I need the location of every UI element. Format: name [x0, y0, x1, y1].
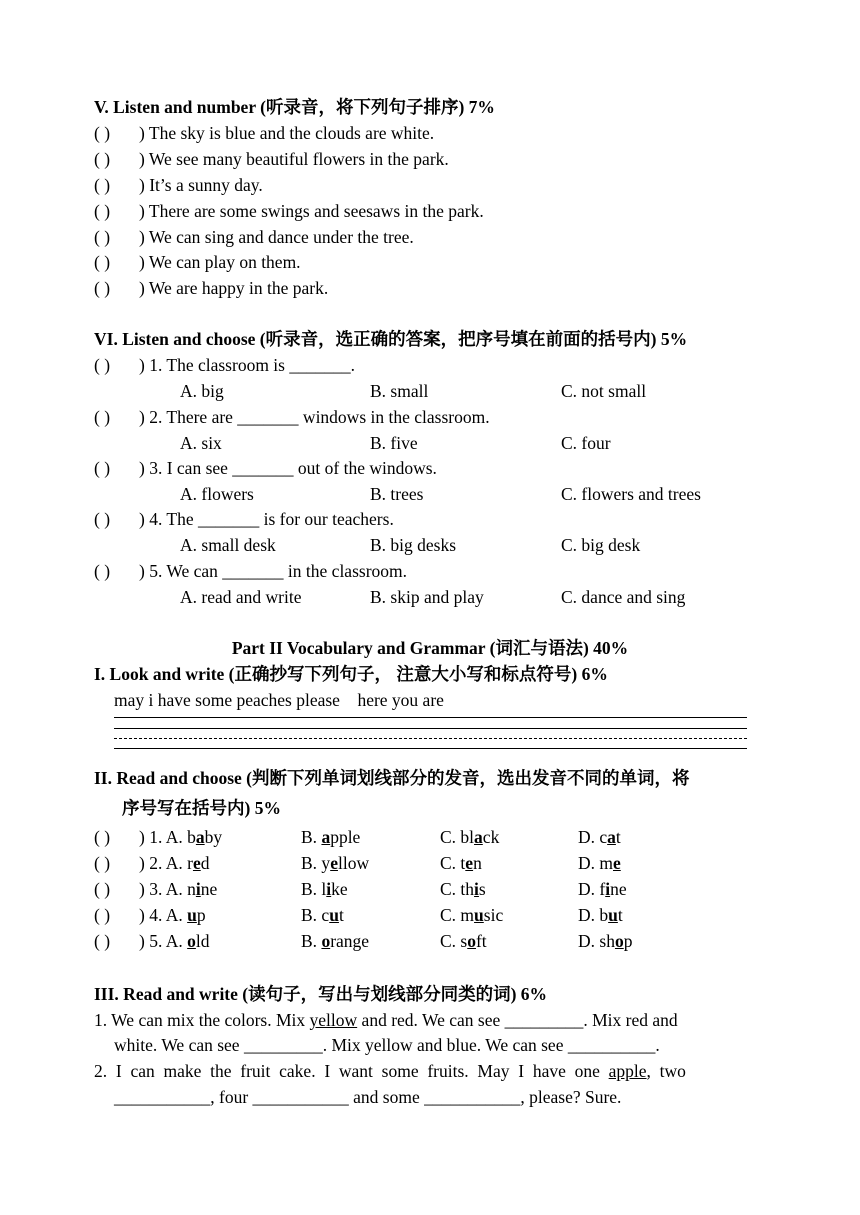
word-part: B. l: [301, 879, 327, 899]
word-part: B. y: [301, 853, 331, 873]
word-part: C. th: [440, 879, 475, 899]
sentence-text: We are happy in the park.: [148, 278, 329, 298]
underlined-letter: a: [474, 827, 483, 847]
word-option: [139, 904, 206, 926]
answer-paren[interactable]: ( ): [94, 201, 111, 221]
word-option: [440, 852, 482, 874]
underlined-letter: a: [607, 827, 616, 847]
word-part: B. c: [301, 905, 330, 925]
word-option: [440, 930, 487, 952]
answer-paren[interactable]: ( ): [94, 123, 111, 143]
question-stem: 4. The _______ is for our teachers.: [149, 509, 394, 529]
underlined-letter: e: [465, 853, 474, 873]
word-part: ld: [195, 931, 210, 951]
underlined-letter: i: [326, 879, 332, 899]
sentence-text: We can play on them.: [148, 252, 301, 272]
word-part: by: [204, 827, 223, 847]
word-part: 3. A. n: [149, 879, 196, 899]
question-text: ) 3. I can see _______ out of the windows.: [139, 458, 437, 478]
answer-paren[interactable]: ( ): [94, 175, 111, 195]
word-part: ne: [610, 879, 627, 899]
part-ii-title: Part II Vocabulary and Grammar (词汇与语法) 40%: [231, 638, 629, 658]
word-part: B.: [301, 931, 322, 951]
section-ii-title-cont: 序号写在括号内) 5%: [122, 798, 281, 818]
list-item: ) We can play on them.: [139, 252, 301, 272]
word-part: C. s: [440, 931, 468, 951]
list-item: ) We are happy in the park.: [139, 278, 329, 298]
section-i-title: I. Look and write (正确抄写下列句子， 注意大小写和标点符号) 6%: [94, 664, 608, 684]
answer-paren[interactable]: ( ): [94, 905, 111, 925]
word-part: sic: [483, 905, 504, 925]
word-part: llow: [337, 853, 370, 873]
word-part: t: [617, 905, 623, 925]
underlined-letter: o: [467, 931, 476, 951]
answer-paren[interactable]: ( ): [94, 879, 111, 899]
underlined-word: apple: [608, 1061, 647, 1081]
writing-line: [114, 728, 747, 729]
word-option: [139, 930, 210, 952]
word-option: [139, 878, 217, 900]
word-part: D. c: [578, 827, 608, 847]
section-ii-title: II. Read and choose (判断下列单词划线部分的发音，选出发音不同的单词，将: [94, 768, 690, 788]
word-option: [440, 904, 503, 926]
underlined-letter: u: [187, 905, 197, 925]
option-b: B. big desks: [370, 535, 457, 555]
word-part: 1. A. b: [149, 827, 196, 847]
paren-close: ): [139, 931, 150, 951]
text: 2. I can make the fruit cake. I want some fruits. May I have one: [94, 1061, 609, 1081]
sentence-text: The sky is blue and the clouds are white.: [148, 123, 435, 143]
answer-paren[interactable]: ( ): [94, 149, 111, 169]
word-option: [139, 826, 222, 848]
option-a: A. six: [180, 433, 222, 453]
word-part: range: [330, 931, 370, 951]
underlined-letter: u: [608, 905, 618, 925]
word-option: [440, 878, 486, 900]
option-a: A. flowers: [180, 484, 254, 504]
question-text: ) 4. The _______ is for our teachers.: [139, 509, 394, 529]
underlined-letter: i: [195, 879, 201, 899]
word-part: C. m: [440, 905, 475, 925]
word-part: 2. A. r: [149, 853, 193, 873]
option-b: B. skip and play: [370, 587, 484, 607]
answer-paren[interactable]: ( ): [94, 509, 111, 529]
word-option: [578, 904, 623, 926]
option-b: B. small: [370, 381, 429, 401]
list-item: ) There are some swings and seesaws in the park.: [139, 201, 484, 221]
writing-line-dashed: [114, 738, 747, 739]
option-b: B. five: [370, 433, 418, 453]
word-part: 5. A.: [149, 931, 188, 951]
underlined-letter: o: [321, 931, 331, 951]
list-item: ) The sky is blue and the clouds are white.: [139, 123, 435, 143]
word-part: ck: [482, 827, 500, 847]
list-item: ) We see many beautiful flowers in the park.: [139, 149, 449, 169]
question-2-line-1: [94, 1060, 686, 1082]
word-option: [301, 878, 348, 900]
underlined-letter: u: [474, 905, 484, 925]
word-part: D. m: [578, 853, 613, 873]
word-part: d: [200, 853, 210, 873]
question-1-line-1: [94, 1009, 678, 1031]
text: and red. We can see _________. Mix red and: [357, 1010, 678, 1030]
answer-paren[interactable]: ( ): [94, 931, 111, 951]
question-stem: 1. The classroom is _______.: [149, 355, 355, 375]
option-c: C. not small: [561, 381, 647, 401]
word-part: C. bl: [440, 827, 475, 847]
underlined-letter: o: [187, 931, 196, 951]
answer-paren[interactable]: ( ): [94, 278, 111, 298]
answer-paren[interactable]: ( ): [94, 853, 111, 873]
word-part: p: [623, 931, 633, 951]
option-b: B. trees: [370, 484, 424, 504]
section-iii-title: III. Read and write (读句子，写出与划线部分同类的词) 6%: [94, 984, 548, 1004]
answer-paren[interactable]: ( ): [94, 252, 111, 272]
paren-close: ): [139, 827, 150, 847]
word-part: n: [473, 853, 482, 873]
word-part: s: [478, 879, 486, 899]
word-option: [139, 852, 209, 874]
question-stem: 2. There are _______ windows in the classroom.: [149, 407, 490, 427]
word-part: 4. A.: [149, 905, 188, 925]
sentence-text: We can sing and dance under the tree.: [148, 227, 414, 247]
option-a: A. small desk: [180, 535, 276, 555]
word-part: D. b: [578, 905, 609, 925]
question-stem: 3. I can see _______ out of the windows.: [149, 458, 437, 478]
underlined-letter: o: [614, 931, 624, 951]
underlined-letter: i: [605, 879, 611, 899]
word-part: t: [338, 905, 344, 925]
word-option: [578, 878, 627, 900]
word-option: [301, 904, 344, 926]
underlined-letter: a: [321, 827, 331, 847]
option-c: C. dance and sing: [561, 587, 686, 607]
word-part: B.: [301, 827, 322, 847]
word-part: pple: [330, 827, 361, 847]
list-item: ) It’s a sunny day.: [139, 175, 263, 195]
sentence-text: It’s a sunny day.: [149, 175, 263, 195]
answer-paren[interactable]: ( ): [94, 407, 111, 427]
question-text: ) 2. There are _______ windows in the classroom.: [139, 407, 490, 427]
word-part: ft: [475, 931, 487, 951]
question-text: ) 1. The classroom is _______.: [139, 355, 355, 375]
underlined-letter: e: [192, 853, 201, 873]
list-item: ) We can sing and dance under the tree.: [139, 227, 414, 247]
paren-close: ): [139, 905, 150, 925]
option-c: C. big desk: [561, 535, 641, 555]
paren-close: ): [139, 853, 150, 873]
copy-sentence: may i have some peaches please here you are: [114, 690, 444, 710]
word-part: D. f: [578, 879, 606, 899]
underlined-letter: e: [330, 853, 338, 873]
sentence-text: There are some swings and seesaws in the park.: [148, 201, 484, 221]
sentence-text: We see many beautiful flowers in the park.: [148, 149, 449, 169]
question-stem: 5. We can _______ in the classroom.: [149, 561, 408, 581]
word-part: ne: [200, 879, 218, 899]
section-v-title: V. Listen and number (听录音，将下列句子排序) 7%: [94, 97, 495, 117]
text: , two: [646, 1061, 686, 1081]
word-option: [578, 826, 621, 848]
word-part: t: [615, 827, 621, 847]
paren-close: ): [139, 879, 150, 899]
question-text: ) 5. We can _______ in the classroom.: [139, 561, 408, 581]
question-1-line-2: white. We can see _________. Mix yellow and blue. We can see __________.: [114, 1035, 660, 1055]
answer-paren[interactable]: ( ): [94, 561, 111, 581]
underlined-letter: e: [613, 853, 621, 873]
option-a: A. big: [180, 381, 224, 401]
word-part: p: [196, 905, 206, 925]
question-2-line-2: ___________, four ___________ and some ___________, please? Sure.: [114, 1087, 622, 1107]
word-part: ke: [331, 879, 348, 899]
writing-line-bottom: [114, 748, 747, 749]
word-option: [301, 852, 369, 874]
word-part: D. sh: [578, 931, 615, 951]
section-vi-title: VI. Listen and choose (听录音，选正确的答案，把序号填在前面的括号内) 5%: [94, 329, 688, 349]
word-part: C. t: [440, 853, 466, 873]
word-option: [301, 826, 360, 848]
option-c: C. four: [561, 433, 611, 453]
answer-paren[interactable]: ( ): [94, 458, 111, 478]
answer-paren[interactable]: ( ): [94, 827, 111, 847]
answer-paren[interactable]: ( ): [94, 355, 111, 375]
text: 1. We can mix the colors. Mix: [94, 1010, 310, 1030]
writing-line-top: [114, 717, 747, 718]
option-a: A. read and write: [180, 587, 302, 607]
word-option: [301, 930, 369, 952]
word-option: [440, 826, 499, 848]
option-c: C. flowers and trees: [561, 484, 701, 504]
word-option: [578, 930, 632, 952]
word-option: [578, 852, 621, 874]
answer-paren[interactable]: ( ): [94, 227, 111, 247]
underlined-letter: i: [474, 879, 479, 899]
underlined-letter: a: [195, 827, 205, 847]
underlined-word: yellow: [309, 1010, 358, 1030]
underlined-letter: u: [329, 905, 339, 925]
